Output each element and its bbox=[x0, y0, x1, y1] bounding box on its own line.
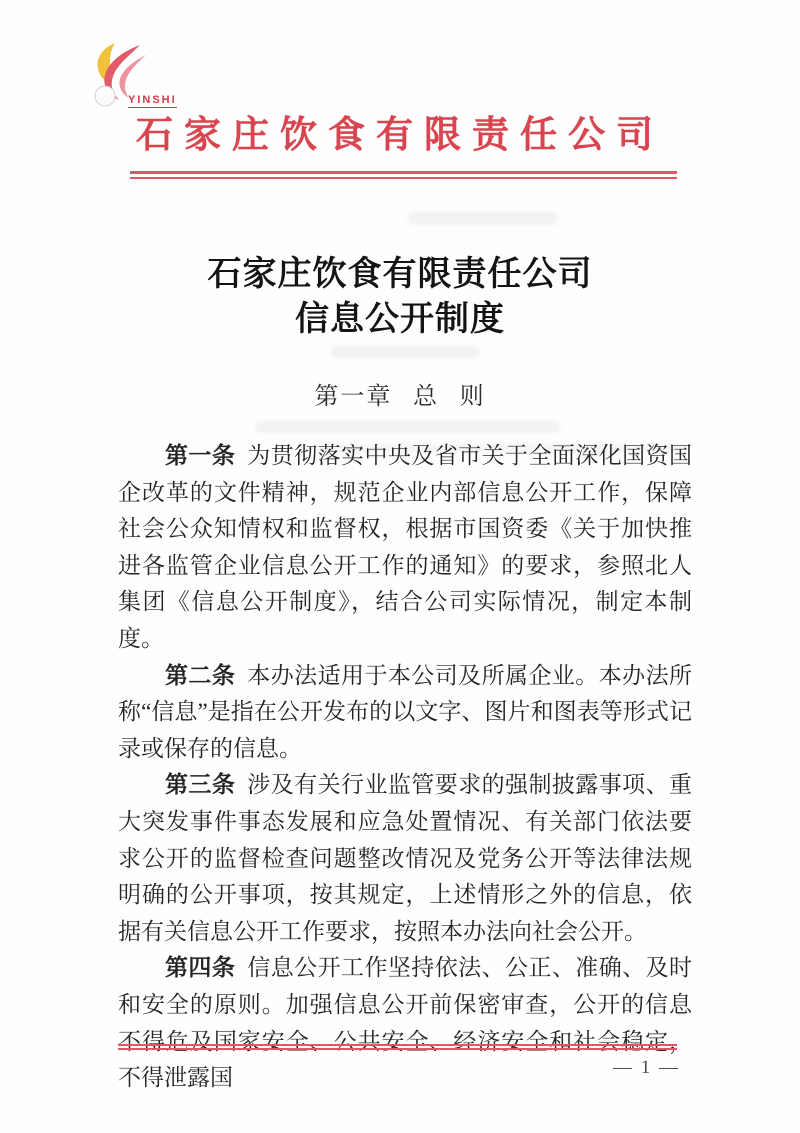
document-title-line2: 信息公开制度 bbox=[295, 301, 505, 338]
chapter-heading: 第一章 总 则 bbox=[314, 383, 486, 410]
document-body bbox=[118, 438, 692, 1097]
letterhead-divider bbox=[130, 171, 677, 179]
article-label: 第三条 bbox=[165, 772, 236, 798]
article-label: 第一条 bbox=[165, 443, 236, 468]
document-title-line1: 石家庄饮食有限责任公司 bbox=[207, 256, 593, 293]
scan-bleed-artifact bbox=[255, 421, 560, 433]
page-number: — 1 — bbox=[613, 1057, 680, 1078]
article-label: 第四条 bbox=[165, 955, 236, 981]
article-label: 第二条 bbox=[165, 662, 236, 688]
company-logo bbox=[82, 42, 202, 108]
body-paragraph: 第一条 为贯彻落实中央及省市关于全面深化国资国企改革的文件精神，规范企业内部信息公开工作，保障社会公众知情权和监督权，根据市国资委《关于加快推进各监管企业信息公开工作的通知》的要求，参照北人集团《信息公开制度》，结合公司实际情况，制定本制度。 bbox=[118, 443, 693, 651]
body-paragraph: 第四条 信息公开工作坚持依法、公正、准确、及时和安全的原则。加强信息公开前保密审查，公开的信息不得危及国家安全、公共安全、经济安全和社会稳定，不得泄露国 bbox=[118, 955, 693, 1091]
brand-name: YINSHI bbox=[128, 94, 177, 106]
footer-divider bbox=[118, 1044, 677, 1050]
scan-bleed-artifact bbox=[330, 346, 480, 358]
scan-bleed-artifact bbox=[408, 212, 558, 225]
body-paragraph: 第三条 涉及有关行业监管要求的强制披露事项、重大突发事件事态发展和应急处置情况、有关部门依法要求公开的监督检查问题整改情况及党务公开等法律法规明确的公开事项，按其规定，上述情形之外的信息，依据有关信息公开工作要求，按照本办法向社会公开。 bbox=[118, 772, 693, 944]
letterhead-company-name: 石家庄饮食有限责任公司 bbox=[136, 115, 664, 156]
body-paragraph: 第二条 本办法适用于本公司及所属企业。本办法所称“信息”是指在公开发布的以文字、图片和图表等形式记录或保存的信息。 bbox=[118, 662, 693, 761]
document-title bbox=[0, 252, 800, 342]
